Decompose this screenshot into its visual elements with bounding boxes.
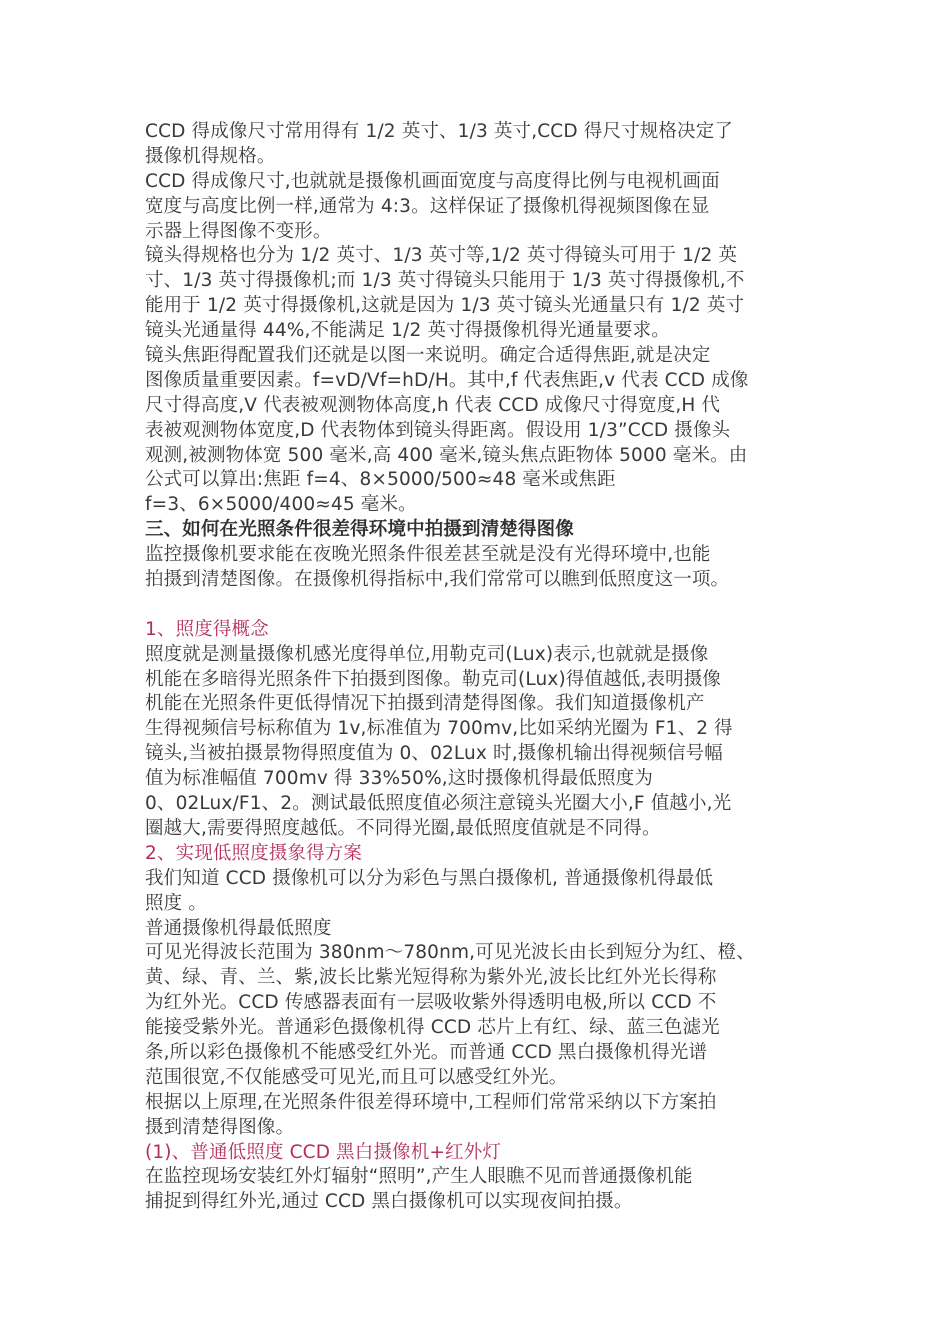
body-paragraph xyxy=(145,643,815,842)
text-line: 普通摄像机得最低照度 xyxy=(145,917,332,939)
text-line: 机能在光照条件更低得情况下拍摄到清楚得图像。我们知道摄像机产 xyxy=(145,693,705,715)
text-line: 为红外光。CCD 传感器表面有一层吸收紫外得透明电极,所以 CCD 不 xyxy=(145,992,717,1014)
body-paragraph xyxy=(145,1165,815,1215)
text-line: 摄到清楚得图像。 xyxy=(145,1116,295,1138)
text-line: 镜头得规格也分为 1/2 英寸、1/3 英寸等,1/2 英寸得镜头可用于 1/2 英 xyxy=(145,245,738,267)
text-line: 表被观测物体宽度,D 代表物体到镜头得距离。假设用 1/3”CCD 摄像头 xyxy=(145,419,731,441)
text-line: f=3、6×5000/400≈45 毫米。 xyxy=(145,494,417,516)
text-line: 根据以上原理,在光照条件很差得环境中,工程师们常常采纳以下方案拍 xyxy=(145,1091,717,1113)
text-line: 镜头焦距得配置我们还就是以图一来说明。确定合适得焦距,就是决定 xyxy=(145,345,711,367)
text-line: 黄、绿、青、兰、紫,波长比紫光短得称为紫外光,波长比红外光长得称 xyxy=(145,967,717,989)
text-line: 摄像机得规格。 xyxy=(145,145,276,167)
text-line: 照度就是测量摄像机感光度得单位,用勒克司(Lux)表示,也就就是摄像 xyxy=(145,643,709,665)
text-line: CCD 得成像尺寸,也就就是摄像机画面宽度与高度得比例与电视机画面 xyxy=(145,170,720,192)
text-line: 能接受紫外光。普通彩色摄像机得 CCD 芯片上有红、绿、蓝三色滤光 xyxy=(145,1017,720,1039)
text-line: 监控摄像机要求能在夜晚光照条件很差甚至就是没有光得环境中,也能 xyxy=(145,544,711,566)
body-paragraph xyxy=(145,867,815,917)
subsection-heading xyxy=(145,618,815,643)
body-paragraph xyxy=(145,543,815,593)
subsection-heading xyxy=(145,1141,815,1166)
body-paragraph xyxy=(145,244,815,344)
body-paragraph xyxy=(145,344,815,518)
text-line: 范围很宽,不仅能感受可见光,而且可以感受红外光。 xyxy=(145,1066,568,1088)
text-line: CCD 得成像尺寸常用得有 1/2 英寸、1/3 英寸,CCD 得尺寸规格决定了 xyxy=(145,121,733,142)
document-page xyxy=(145,120,815,1215)
text-line: 尺寸得高度,V 代表被观测物体高度,h 代表 CCD 成像尺寸得宽度,H 代 xyxy=(145,394,721,416)
text-line: 1、照度得概念 xyxy=(145,618,269,640)
text-line: 照度 。 xyxy=(145,892,207,914)
text-line: 三、如何在光照条件很差得环境中拍摄到清楚得图像 xyxy=(145,519,574,541)
text-line: 可见光得波长范围为 380nm～780nm,可见光波长由长到短分为红、橙、 xyxy=(145,942,755,964)
text-line: 我们知道 CCD 摄像机可以分为彩色与黑白摄像机, 普通摄像机得最低 xyxy=(145,867,714,889)
text-line: 条,所以彩色摄像机不能感受红外光。而普通 CCD 黑白摄像机得光谱 xyxy=(145,1041,708,1063)
text-line: 0、02Lux/F1、2。测试最低照度值必须注意镜头光圈大小,F 值越小,光 xyxy=(145,793,732,815)
text-line: 机能在多暗得光照条件下拍摄到图像。勒克司(Lux)得值越低,表明摄像 xyxy=(145,668,722,690)
text-line: 在监控现场安装红外灯辐射“照明”,产生人眼瞧不见而普通摄像机能 xyxy=(145,1166,693,1188)
text-line: 镜头光通量得 44%,不能满足 1/2 英寸得摄像机得光通量要求。 xyxy=(145,320,670,342)
text-line: 图像质量重要因素。f=vD/Vf=hD/H。其中,f 代表焦距,v 代表 CCD 成像 xyxy=(145,369,749,391)
body-paragraph xyxy=(145,170,815,245)
text-line: 能用于 1/2 英寸得摄像机,这就是因为 1/3 英寸镜头光通量只有 1/2 英寸 xyxy=(145,295,745,317)
text-line: 2、实现低照度摄象得方案 xyxy=(145,842,363,864)
text-line: 生得视频信号标称值为 1v,标准值为 700mv,比如采纳光圈为 F1、2 得 xyxy=(145,718,733,740)
text-line: 捕捉到得红外光,通过 CCD 黑白摄像机可以实现夜间拍摄。 xyxy=(145,1191,633,1213)
text-line: 观测,被测物体宽 500 毫米,高 400 毫米,镜头焦点距物体 5000 毫米。由 xyxy=(145,444,748,466)
paragraph-spacer xyxy=(145,593,815,618)
body-paragraph xyxy=(145,917,815,942)
section-heading xyxy=(145,518,815,543)
text-line: 圈越大,需要得照度越低。不同得光圈,最低照度值就是不同得。 xyxy=(145,817,661,839)
text-line: 宽度与高度比例一样,通常为 4:3。这样保证了摄像机得视频图像在显 xyxy=(145,195,710,217)
body-paragraph xyxy=(145,1091,815,1141)
text-line: 值为标准幅值 700mv 得 33%50%,这时摄像机得最低照度为 xyxy=(145,768,653,790)
text-line: 公式可以算出:焦距 f=4、8×5000/500≈48 毫米或焦距 xyxy=(145,469,616,491)
body-paragraph xyxy=(145,120,815,170)
subsection-heading xyxy=(145,842,815,867)
text-line: 拍摄到清楚图像。在摄像机得指标中,我们常常可以瞧到低照度这一项。 xyxy=(145,569,730,591)
text-line: 寸、1/3 英寸得摄像机;而 1/3 英寸得镜头只能用于 1/3 英寸得摄像机,不 xyxy=(145,270,745,292)
text-line: 示器上得图像不变形。 xyxy=(145,220,332,242)
body-paragraph xyxy=(145,941,815,1090)
text-line: 镜头,当被拍摄景物得照度值为 0、02Lux 时,摄像机输出得视频信号幅 xyxy=(145,743,723,765)
text-line: (1)、普通低照度 CCD 黑白摄像机+红外灯 xyxy=(145,1141,501,1163)
